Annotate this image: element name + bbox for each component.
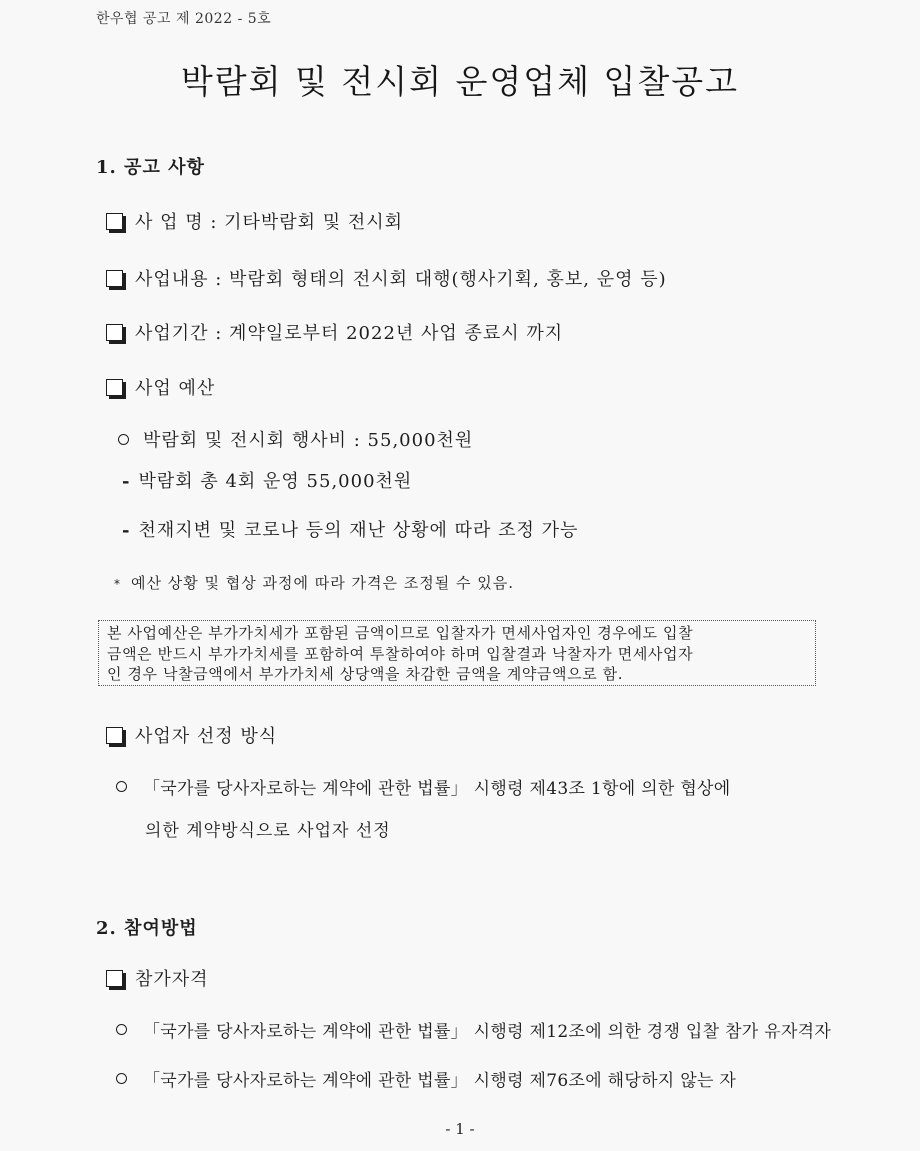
checkbox-icon (106, 270, 123, 287)
qualification-label: 참가자격 (135, 969, 209, 990)
budget-sub-text-2: 천재지변 및 코로나 등의 재난 상황에 따라 조정 가능 (138, 520, 579, 541)
selection-method-item (106, 722, 277, 748)
budget-footnote (114, 572, 514, 593)
project-period-text: 사업기간 : 계약일로부터 2022년 사업 종료시 까지 (135, 323, 564, 344)
project-name-item (106, 208, 403, 234)
vat-notice-line-3: 인 경우 낙찰금액에서 부가가치세 상당액을 차감한 금액을 계약금액으로 함. (107, 665, 624, 683)
selection-method-detail (116, 774, 731, 799)
qualification-text-1: 「국가를 당사자로하는 계약에 관한 법률」 시행령 제12조에 의한 경쟁 입찰 참가 유자격자 (143, 1022, 832, 1042)
qualification-detail-1 (116, 1017, 831, 1042)
checkbox-icon (106, 970, 123, 987)
asterisk-mark: * (114, 577, 121, 591)
dash-bullet: - (122, 471, 131, 492)
budget-footnote-text: 예산 상황 및 협상 과정에 따라 가격은 조정될 수 있음. (131, 574, 514, 592)
circle-bullet-icon (118, 434, 129, 445)
selection-method-label: 사업자 선정 방식 (135, 726, 278, 747)
vat-notice-line-1: 본 사업예산은 부가가치세가 포함된 금액이므로 입찰자가 면세사업자인 경우에도 입찰 (107, 624, 694, 642)
project-content-text: 사업내용 : 박람회 형태의 전시회 대행(행사기획, 홍보, 운영 등) (135, 269, 667, 290)
qualification-detail-2 (116, 1066, 736, 1091)
checkbox-icon (106, 213, 123, 230)
budget-item (106, 374, 215, 400)
dash-bullet: - (122, 520, 131, 541)
budget-sub-item-2 (122, 516, 578, 542)
selection-method-line-1: 「국가를 당사자로하는 계약에 관한 법률」 시행령 제43조 1항에 의한 협상에 (143, 779, 731, 799)
page-number: - 1 - (445, 1120, 475, 1138)
project-period-item (106, 319, 563, 345)
checkbox-icon (106, 379, 123, 396)
qualification-item (106, 965, 209, 991)
qualification-text-2: 「국가를 당사자로하는 계약에 관한 법률」 시행령 제76조에 해당하지 않는 자 (143, 1071, 737, 1091)
section-2-heading: 2. 참여방법 (96, 918, 198, 939)
selection-method-line-2: 의한 계약방식으로 사업자 선정 (145, 821, 391, 841)
budget-main-item (118, 426, 473, 452)
notice-number: 한우협 공고 제 2022 - 5호 (96, 11, 272, 27)
budget-main-text: 박람회 및 전시회 행사비 : 55,000천원 (143, 430, 474, 451)
vat-notice-line-2: 금액은 반드시 부가가치세를 포함하여 투찰하여야 하며 입찰결과 낙찰자가 면세사업자 (107, 644, 694, 663)
budget-label: 사업 예산 (135, 378, 216, 399)
circle-bullet-icon (116, 1024, 127, 1035)
budget-sub-item-1 (122, 467, 412, 493)
budget-sub-text-1: 박람회 총 4회 운영 55,000천원 (138, 471, 413, 492)
circle-bullet-icon (116, 781, 127, 792)
circle-bullet-icon (116, 1073, 127, 1084)
checkbox-icon (106, 324, 123, 341)
document-title: 박람회 및 전시회 운영업체 입찰공고 (180, 62, 740, 101)
vat-notice-box (98, 620, 816, 686)
project-name-text: 사 업 명 : 기타박람회 및 전시회 (135, 212, 404, 233)
project-content-item (106, 265, 667, 291)
checkbox-icon (106, 727, 123, 744)
section-1-heading: 1. 공고 사항 (96, 157, 205, 178)
